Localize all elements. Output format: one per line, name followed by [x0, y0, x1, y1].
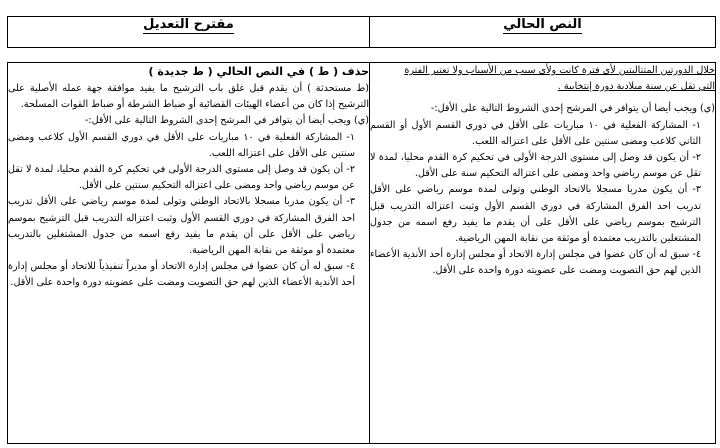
current-item-2: ٢- أن يكون قد وصل إلى مستوى الدرجة الأولى في تحكيم كرة القدم محليا، لمدة لا تقل عن موسم رياضي واحد ومضى على اعتزاله التحكيم سنة على الأقل. — [370, 152, 701, 180]
comparison-table — [7, 16, 716, 444]
current-text-cell — [370, 63, 716, 444]
proposed-clause-y: (ي) ويجب أيضا أن يتوافر في المرشح إحدى الشروط التالية على الأقل:- — [84, 115, 369, 127]
proposed-text-cell — [8, 63, 370, 444]
proposed-item-4: ٤- سبق له أن كان عضوا في مجلس إدارة الاتحاد أو مديراً تنفيذياً للاتحاد أو مجلس إدارة أحد الأندية الأعضاء الذين لهم حق التصويت ومضت على عضويته دورة واحدة على الأقل. — [8, 261, 355, 289]
current-intro-1: خلال الدورتين المتتاليتين لأي فترة كانت ولأي سبب من الأسباب ولا تعتبر الفترة — [404, 65, 715, 76]
header-current — [370, 17, 716, 48]
header-current-label: النص الحالي — [503, 17, 582, 32]
header-proposed — [8, 17, 370, 48]
current-item-3: ٣- أن يكون مدربا مسجلا بالاتحاد الوطني وتولى لمدة موسم رياضي على الأقل تدريب احد الفرق المشاركة في دوري القسم الأول وثبت اعتزاله التدريب قبل الترشيح بموسم رياضي على الأقل على أن يقدم ما يفيد رفع اسمه من جدول المشتغلين بالتدريب معتمدة أو موثقة من نقابة المهن الرياضية. — [370, 184, 701, 245]
current-intro-2: التي تقل عن سنة ميلادية دورة إنتخابية . — [557, 81, 715, 93]
header-proposed-label: مقترح التعديل — [143, 17, 234, 32]
proposed-new-t: (ط مستحدثة ) أن يقدم قبل غلق باب الترشيح ما يفيد موافقة جهة عمله الأصلية على الترشيح إذا كان من أعضاء الهيئات القضائية أو ضباط الشرطة أو ضباط القوات المسلحة. — [8, 83, 369, 111]
content-row — [8, 63, 716, 444]
header-row — [8, 17, 716, 48]
current-item-1: ١- المشاركة الفعلية في ١٠ مباريات على الأقل في دوري القسم الأول أو القسم الثاني كلاعب ومضى سنتين على الأقل على اعتزاله اللعب. — [370, 119, 701, 147]
proposed-title: حذف ( ط ) في النص الحالي ( ط جديدة ) — [148, 65, 369, 78]
current-clause-y: (ي) ويجب أيضا أن يتوافر في المرشح إحدى الشروط التالية على الأقل:- — [430, 103, 715, 115]
current-item-4: ٤- سبق له أن كان عضوا في مجلس إدارة الاتحاد أو مجلس إدارة أحد الأندية الأعضاء الذين لهم حق التصويت ومضت على عضويته دورة واحدة على الأقل. — [370, 249, 701, 277]
proposed-item-1: ١- المشاركة الفعلية في ١٠ مباريات على الأقل في دوري القسم الأول كلاعب ومضى سنتين على الأقل على اعتزاله اللعب. — [8, 131, 355, 159]
proposed-item-3: ٣- أن يكون مدربا مسجلا بالاتحاد الوطني وتولى لمدة موسم رياضي على الأقل تدريب احد الفرق المشاركة في دوري القسم الأول وثبت اعتزاله التدريب قبل الترشيح بموسم رياضي على الأقل على أن يقدم ما يفيد رفع اسمه من جدول المشتغلين بالتدريب معتمدة أو موثقة من نقابة المهن الرياضية. — [8, 196, 355, 257]
proposed-item-2: ٢- أن يكون قد وصل إلى مستوى الدرجة الأولى في تحكيم كرة القدم محليا، لمدة لا تقل عن موسم رياضي واحد ومضى على اعتزاله التحكيم سنتين على الأقل. — [8, 164, 355, 192]
spacer-row — [8, 48, 716, 63]
